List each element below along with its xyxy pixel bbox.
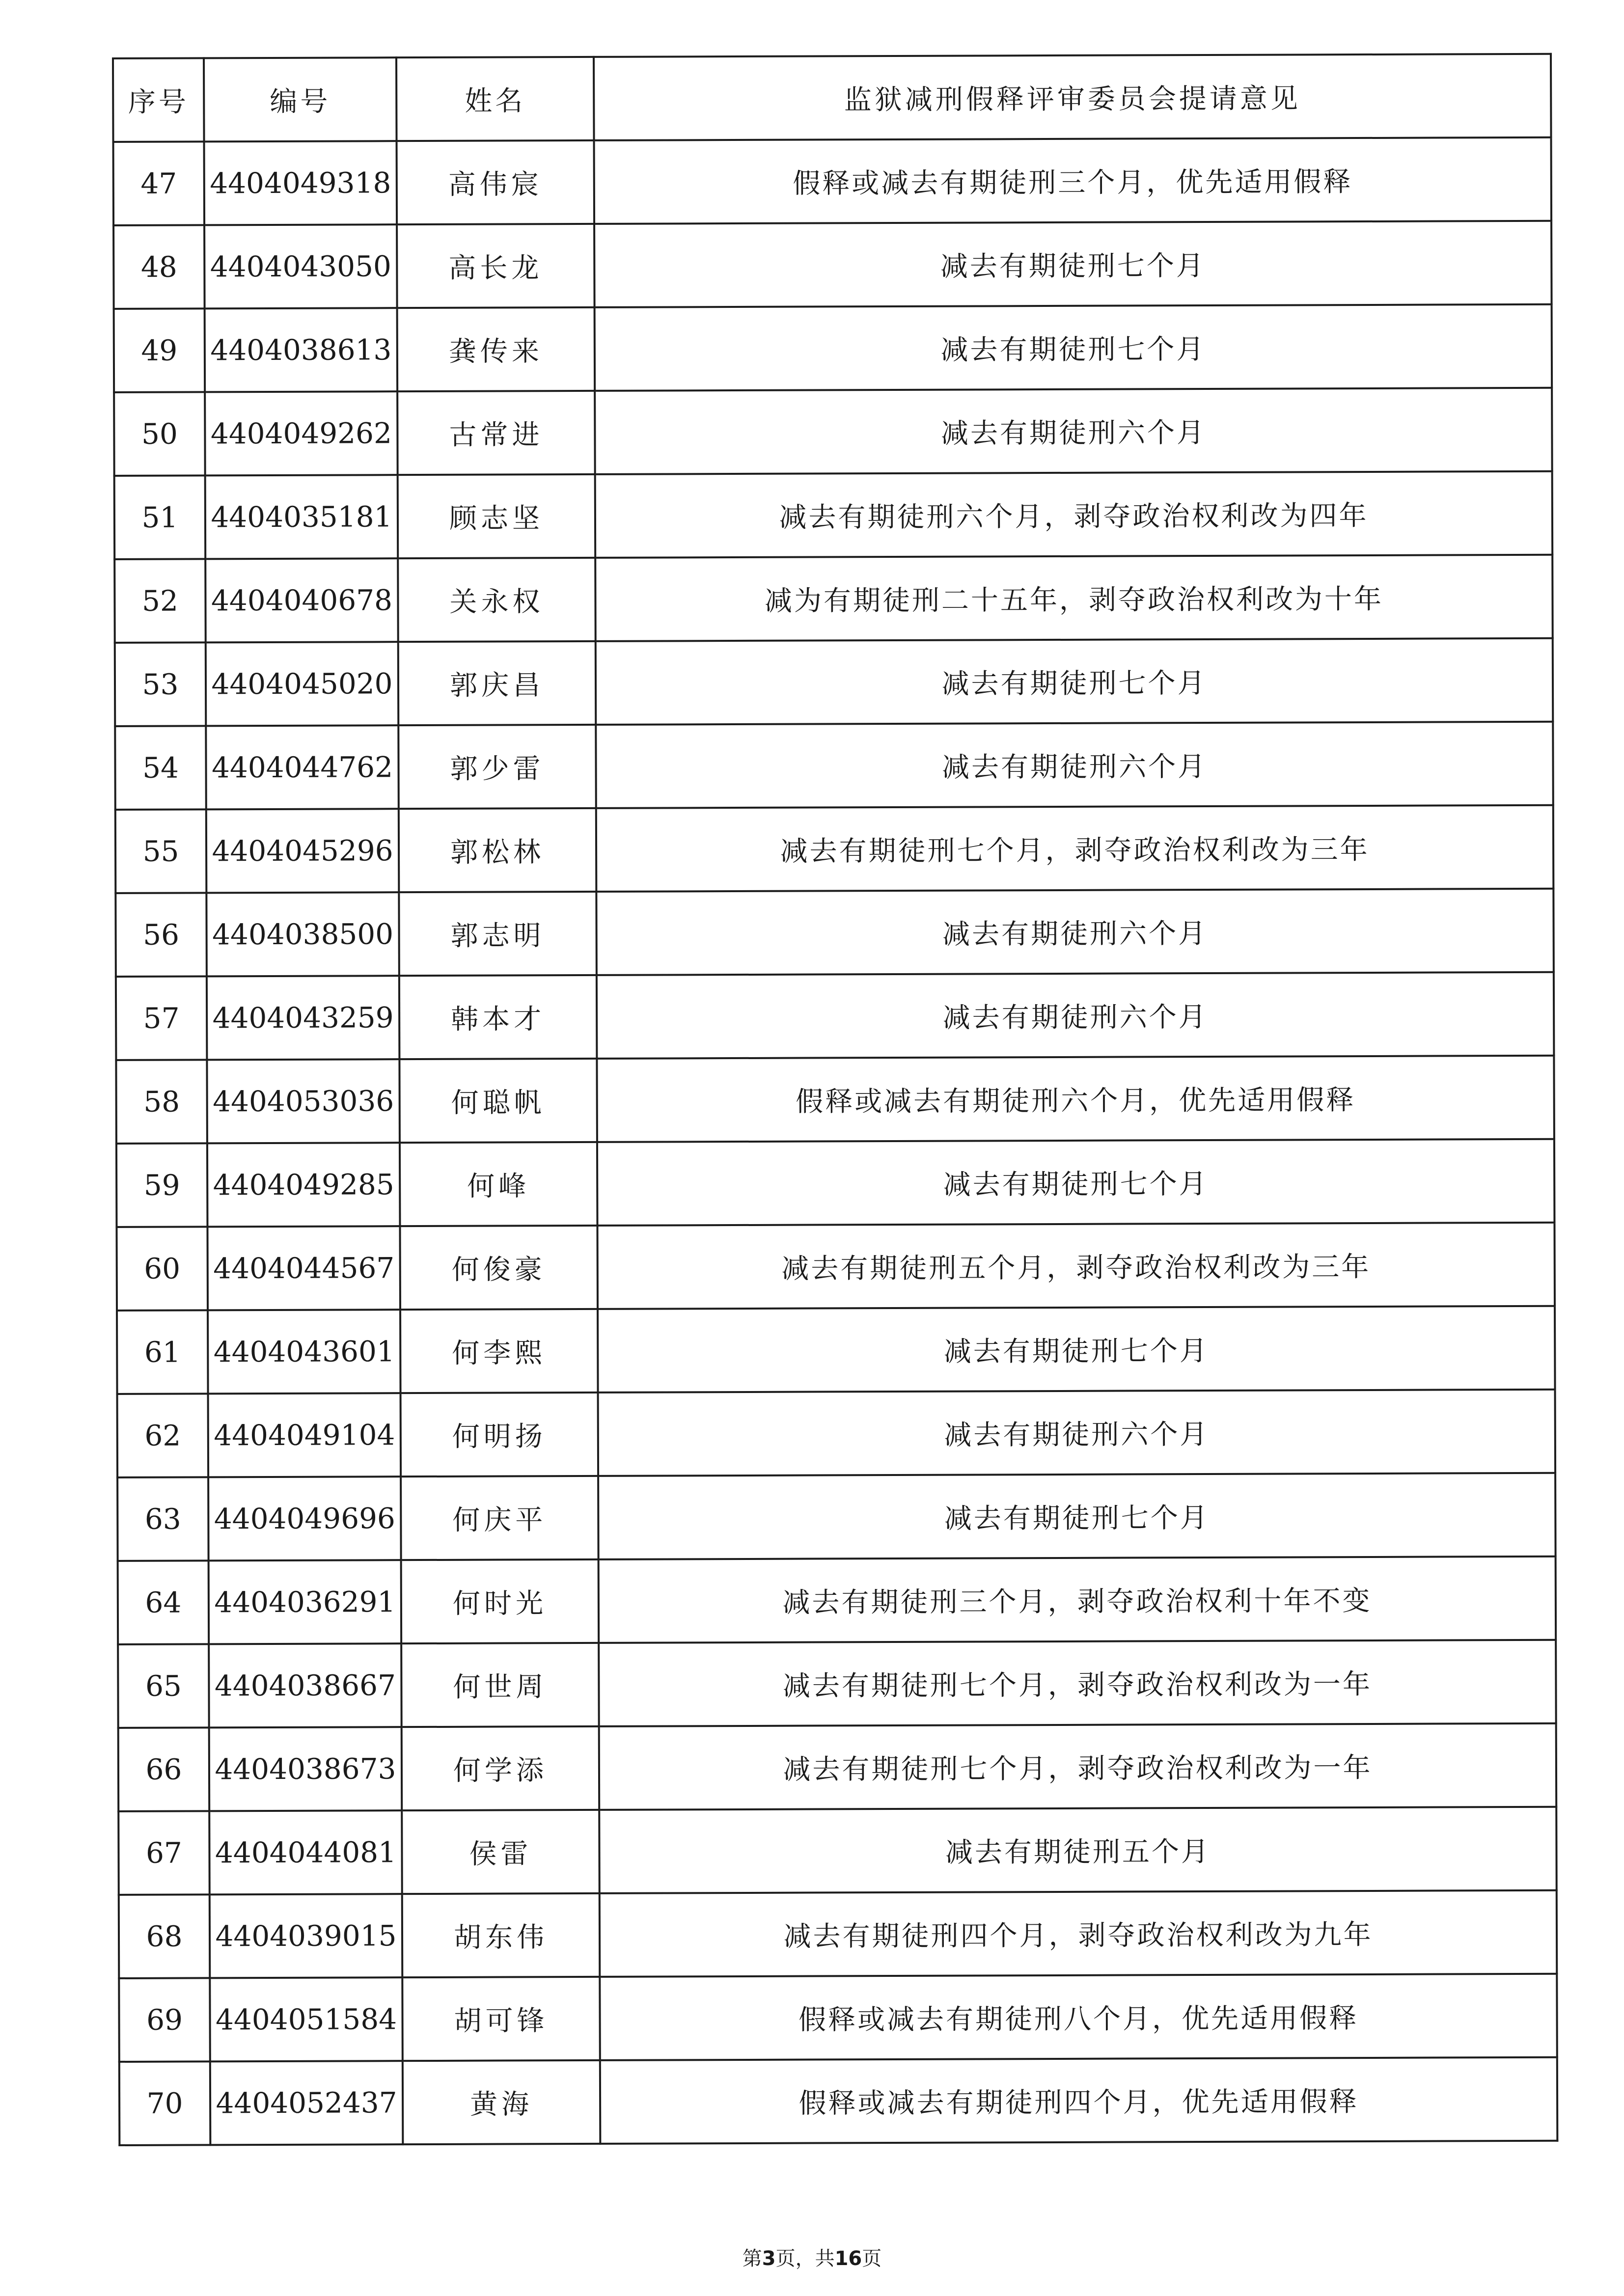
- cell-seq: 69: [119, 1978, 210, 2062]
- cell-opinion: 减去有期徒刑七个月: [594, 221, 1552, 307]
- cell-id: 4404043050: [204, 224, 397, 308]
- cell-id: 4404049318: [204, 141, 397, 225]
- cell-opinion: 减去有期徒刑六个月: [596, 889, 1554, 975]
- cell-name: 胡可锋: [402, 1977, 600, 2061]
- cell-id: 4404045296: [206, 809, 399, 893]
- cell-seq: 60: [116, 1227, 208, 1311]
- cell-seq: 51: [114, 475, 206, 559]
- cell-name: 何峰: [400, 1142, 598, 1226]
- cell-id: 4404043601: [208, 1310, 401, 1394]
- cell-id: 4404052437: [210, 2061, 403, 2145]
- cell-seq: 61: [117, 1310, 208, 1394]
- cell-name: 韩本才: [399, 975, 597, 1059]
- header-opinion: 监狱减刑假释评审委员会提请意见: [594, 54, 1551, 140]
- table-row: [115, 722, 1553, 810]
- cell-seq: 68: [119, 1894, 210, 1978]
- cell-name: 郭松林: [399, 808, 597, 892]
- footer-total-pages: 16: [834, 2247, 862, 2270]
- cell-opinion: 假释或减去有期徒刑八个月，优先适用假释: [600, 1974, 1557, 2060]
- cell-id: 4404035181: [205, 475, 398, 559]
- cell-opinion: 减去有期徒刑七个月: [595, 304, 1552, 391]
- cell-name: 关永权: [398, 558, 596, 642]
- cell-name: 胡东伟: [402, 1893, 600, 1977]
- table-row: [113, 221, 1552, 309]
- cell-id: 4404038500: [206, 892, 399, 976]
- cell-id: 4404036291: [209, 1560, 402, 1644]
- table-row: [114, 304, 1552, 392]
- cell-opinion: 减去有期徒刑七个月，剥夺政治权利改为三年: [596, 805, 1554, 892]
- cell-opinion: 减去有期徒刑七个月: [598, 1306, 1555, 1393]
- cell-opinion: 减去有期徒刑七个月，剥夺政治权利改为一年: [599, 1640, 1556, 1726]
- cell-id: 4404049104: [208, 1393, 401, 1477]
- cell-name: 何庆平: [401, 1476, 599, 1560]
- cell-opinion: 减去有期徒刑五个月: [599, 1807, 1557, 1893]
- cell-opinion: 减去有期徒刑七个月: [598, 1473, 1556, 1559]
- cell-id: 4404049285: [207, 1143, 400, 1227]
- cell-name: 何李熙: [400, 1309, 598, 1393]
- cell-opinion: 减去有期徒刑七个月: [597, 1139, 1555, 1226]
- cell-seq: 63: [117, 1477, 209, 1561]
- cell-name: 何学添: [402, 1726, 600, 1810]
- cell-name: 黄海: [403, 2060, 601, 2144]
- cell-opinion: 假释或减去有期徒刑四个月，优先适用假释: [600, 2057, 1558, 2144]
- cell-name: 何聪帆: [399, 1059, 597, 1143]
- cell-id: 4404043259: [207, 976, 400, 1060]
- cell-id: 4404045020: [206, 642, 399, 726]
- table-row: [117, 1390, 1556, 1477]
- table-row: [114, 555, 1553, 643]
- cell-name: 郭庆昌: [398, 641, 596, 725]
- cell-opinion: 减去有期徒刑五个月，剥夺政治权利改为三年: [597, 1223, 1555, 1309]
- cell-id: 4404044762: [206, 725, 399, 809]
- table-row: [119, 1890, 1557, 1978]
- table-row: [115, 805, 1554, 893]
- cell-id: 4404051584: [210, 1977, 403, 2061]
- cell-name: 侯雷: [402, 1810, 600, 1894]
- footer-prefix: 第: [742, 2247, 762, 2270]
- header-id: 编号: [204, 57, 397, 141]
- cell-seq: 52: [114, 559, 206, 643]
- table-row: [116, 1223, 1555, 1311]
- table-row: [114, 471, 1553, 559]
- cell-name: 郭少雷: [398, 725, 596, 809]
- cell-opinion: 减去有期徒刑七个月，剥夺政治权利改为一年: [599, 1723, 1557, 1810]
- cell-opinion: 减去有期徒刑六个月: [598, 1390, 1556, 1476]
- table-row: [118, 1807, 1557, 1895]
- cell-opinion: 减去有期徒刑三个月，剥夺政治权利十年不变: [599, 1557, 1556, 1643]
- cell-name: 高长龙: [397, 224, 595, 308]
- cell-seq: 49: [114, 308, 205, 392]
- cell-seq: 50: [114, 392, 205, 476]
- cell-opinion: 假释或减去有期徒刑三个月，优先适用假释: [594, 137, 1552, 224]
- table-row: [118, 1640, 1556, 1728]
- table-row: [116, 972, 1554, 1060]
- table-row: [118, 1723, 1557, 1811]
- review-table: [112, 53, 1558, 2146]
- cell-opinion: 减去有期徒刑六个月: [595, 388, 1552, 474]
- cell-id: 4404049696: [208, 1476, 401, 1560]
- cell-opinion: 假释或减去有期徒刑六个月，优先适用假释: [597, 1056, 1554, 1142]
- cell-seq: 54: [115, 726, 206, 810]
- cell-opinion: 减去有期徒刑七个月: [596, 638, 1553, 725]
- cell-seq: 70: [119, 2061, 211, 2145]
- cell-seq: 64: [118, 1560, 209, 1644]
- table-row: [119, 2057, 1558, 2145]
- footer-middle: 页，共: [775, 2247, 835, 2270]
- footer-suffix: 页: [862, 2247, 882, 2270]
- cell-seq: 59: [116, 1143, 208, 1227]
- cell-name: 郭志明: [399, 892, 597, 976]
- table-row: [114, 388, 1552, 476]
- cell-seq: 55: [115, 809, 207, 893]
- cell-id: 4404038613: [205, 308, 398, 392]
- table-row: [118, 1557, 1556, 1644]
- cell-id: 4404053036: [207, 1059, 400, 1143]
- cell-id: 4404049262: [205, 391, 398, 475]
- table-row: [115, 638, 1553, 726]
- cell-seq: 53: [115, 642, 206, 726]
- table-row: [113, 137, 1552, 225]
- cell-opinion: 减去有期徒刑六个月: [597, 972, 1554, 1059]
- table-row: [116, 1056, 1554, 1144]
- cell-opinion: 减去有期徒刑六个月，剥夺政治权利改为四年: [595, 471, 1553, 558]
- cell-name: 顾志坚: [398, 474, 596, 558]
- cell-name: 高伟宸: [397, 140, 595, 224]
- table-row: [119, 1974, 1557, 2062]
- cell-seq: 47: [113, 141, 205, 225]
- header-row: [113, 54, 1551, 142]
- cell-seq: 56: [115, 893, 207, 977]
- header-seq: 序号: [113, 58, 204, 142]
- header-name: 姓名: [396, 57, 594, 141]
- cell-seq: 48: [113, 225, 205, 309]
- cell-name: 何时光: [401, 1559, 599, 1643]
- cell-id: 4404039015: [210, 1894, 403, 1978]
- cell-seq: 65: [118, 1644, 209, 1728]
- table-row: [117, 1473, 1556, 1561]
- cell-id: 4404044081: [209, 1810, 402, 1894]
- cell-id: 4404038673: [209, 1727, 402, 1811]
- cell-name: 何世周: [401, 1643, 599, 1727]
- table-row: [115, 889, 1554, 977]
- cell-seq: 57: [116, 976, 207, 1060]
- cell-opinion: 减为有期徒刑二十五年，剥夺政治权利改为十年: [595, 555, 1553, 641]
- cell-name: 何明扬: [401, 1393, 599, 1476]
- cell-name: 龚传来: [397, 307, 595, 391]
- cell-opinion: 减去有期徒刑四个月，剥夺政治权利改为九年: [600, 1890, 1557, 1977]
- cell-id: 4404040678: [205, 558, 398, 642]
- cell-name: 古常进: [397, 391, 595, 475]
- footer-current-page: 3: [762, 2247, 776, 2270]
- cell-seq: 66: [118, 1727, 210, 1811]
- table-row: [117, 1306, 1555, 1394]
- cell-seq: 67: [118, 1811, 210, 1895]
- cell-name: 何俊豪: [400, 1226, 598, 1310]
- cell-seq: 58: [116, 1060, 207, 1144]
- table-row: [116, 1139, 1555, 1227]
- cell-id: 4404044567: [207, 1226, 400, 1310]
- cell-id: 4404038667: [209, 1643, 402, 1727]
- page-footer: [0, 2243, 1624, 2271]
- table-body: [113, 137, 1558, 2145]
- cell-seq: 62: [117, 1394, 209, 1477]
- cell-opinion: 减去有期徒刑六个月: [596, 722, 1553, 808]
